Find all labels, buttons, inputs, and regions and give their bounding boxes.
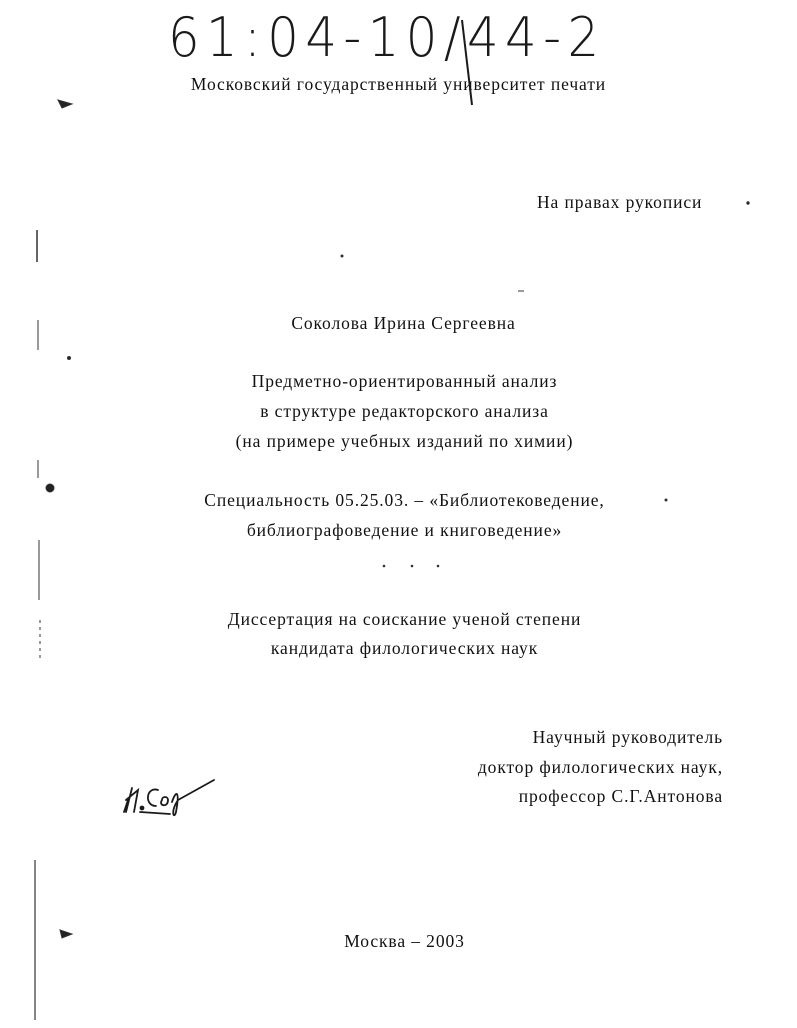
- author-name: Соколова Ирина Сергеевна: [291, 313, 516, 333]
- supervisor-degree: доктор филологических наук,: [477, 757, 723, 777]
- title-line-3: (на примере учебных изданий по химии): [235, 431, 574, 451]
- handwritten-archive-code: 61:04-10/44-2: [168, 6, 606, 69]
- degree-line-2: кандидата филологических наук: [270, 638, 539, 658]
- degree-line-1: Диссертация на соискание ученой степени: [227, 609, 582, 629]
- specialty-line-2: библиографоведение и книговедение»: [246, 520, 563, 540]
- specialty-line-1: Специальность 05.25.03. – «Библиотековедение,: [204, 490, 605, 510]
- rights-note: На правах рукописи: [537, 192, 703, 212]
- margin-artifacts: [35, 100, 749, 1020]
- university-name: Московский государственный университет печати: [190, 74, 607, 94]
- supervisor-name: профессор С.Г.Антонова: [518, 786, 723, 806]
- handwritten-stroke: [462, 20, 472, 105]
- title-line-2: в структуре редакторского анализа: [260, 401, 549, 421]
- title-line-1: Предметно-ориентированный анализ: [251, 371, 558, 391]
- signature-mark: [124, 780, 214, 815]
- city-year: Москва – 2003: [344, 931, 465, 951]
- supervisor-role: Научный руководитель: [532, 727, 723, 747]
